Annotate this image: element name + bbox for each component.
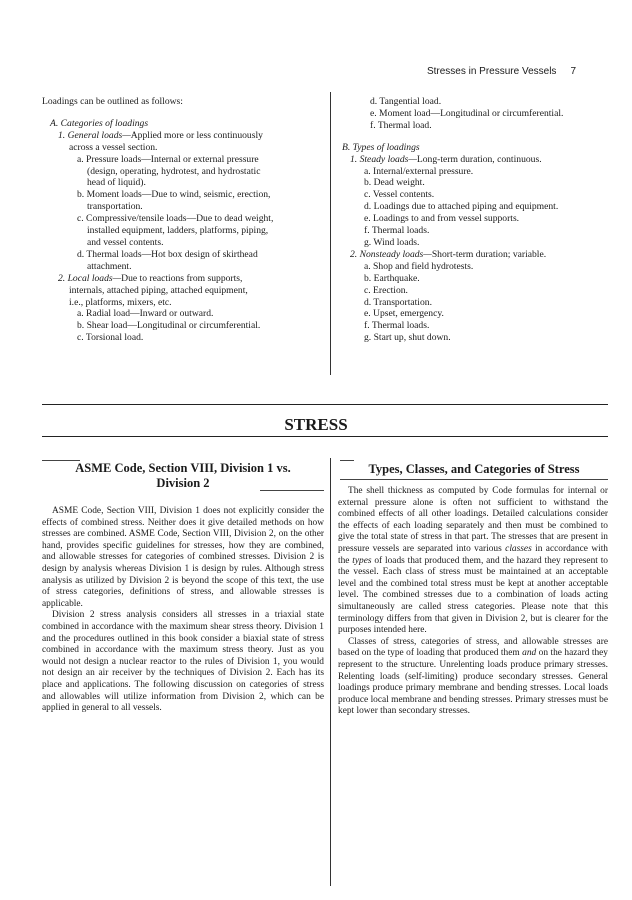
title-rule-right	[340, 460, 354, 461]
pressure-loads-cont: (design, operating, hydrotest, and hydrostatic	[87, 165, 261, 177]
steady-item: b. Dead weight.	[364, 177, 425, 189]
steady-item: a. Internal/external pressure.	[364, 165, 474, 177]
steady-item: c. Vessel contents.	[364, 189, 435, 201]
moment-loads-cont: transportation.	[87, 201, 143, 213]
local-loads-item: 2. Local loads—Due to reactions from supports,	[58, 272, 243, 284]
title-rule-right-under	[340, 479, 608, 480]
steady-item: g. Wind loads.	[364, 236, 420, 248]
nonsteady-item: c. Erection.	[364, 284, 408, 296]
section-rule-top	[42, 404, 608, 405]
general-loads-cont: across a vessel section.	[69, 141, 158, 153]
column-divider-top	[330, 92, 331, 375]
local-loads-cont2: i.e., platforms, mixers, etc.	[69, 296, 172, 308]
title-rule-left-end	[260, 490, 324, 491]
radial-load-item: a. Radial load—Inward or outward.	[77, 308, 214, 320]
page-number: 7	[570, 66, 576, 77]
loadings-outline-right	[342, 96, 608, 344]
nonsteady-item: f. Thermal loads.	[364, 320, 430, 332]
loadings-outline-left	[42, 96, 324, 344]
left-section-title: ASME Code, Section VIII, Division 1 vs. Division 2	[75, 461, 291, 490]
compressive-loads-item: c. Compressive/tensile loads—Due to dead weight,	[77, 213, 274, 225]
thermal-loads-cont: attachment.	[87, 260, 132, 272]
steady-item: d. Loadings due to attached piping and equipment.	[364, 201, 559, 213]
left-section-body	[42, 506, 324, 715]
paragraph: The shell thickness as computed by Code formulas for internal or external pressure alone is often not sufficient to withstand the combined effects of all other loadings. Detailed calculations consider the effects of each loading separately and then must be combined to give the total state of stress in that part. The stresses that are present in pressure vessels are separated into various classes in accordance with the types of loads that produced them, and the hazard they represent to the vessel. Each class of stress must be maintained at an acceptable level and the combined total stress must be kept at another acceptable level. The combined stresses due to a combination of loads acting simultaneously are called stress categories. Please note that this terminology differs from that given in Division 2, but is clearer for the purposes intended here.	[338, 486, 608, 636]
tangential-load-item: d. Tangential load.	[370, 96, 442, 107]
moment-loads-item: b. Moment loads—Due to wind, seismic, erection,	[77, 189, 271, 201]
steady-item: e. Loadings to and from vessel supports.	[364, 213, 520, 225]
local-loads-cont: internals, attached piping, attached equipment,	[69, 284, 248, 296]
general-loads-item: 1. General loads—Applied more or less continuously	[58, 129, 263, 141]
nonsteady-item: d. Transportation.	[364, 296, 432, 308]
section-title: STRESS	[284, 415, 348, 434]
section-a-heading: A. Categories of loadings	[50, 117, 149, 129]
compressive-loads-cont: installed equipment, ladders, platforms, piping,	[87, 225, 269, 237]
compressive-loads-cont2: and vessel contents.	[87, 236, 164, 248]
torsional-load-item: c. Torsional load.	[77, 332, 144, 344]
thermal-loads-item: d. Thermal loads—Hot box design of skirthead	[77, 248, 258, 260]
column-divider-bottom	[330, 458, 331, 886]
moment-load-item: e. Moment load—Longitudinal or circumferential.	[370, 107, 564, 119]
paragraph: Classes of stress, categories of stress, and allowable stresses are based on the type of loading that produced them and on the hazard they represent to the structure. Unrelenting loads produce primary stresses. Relenting loads (self-limiting) produce secondary stresses. General loadings produce primary membrane and bending stresses. Local loads produce local membrane and bending stresses. Primary stresses must be kept lower than secondary stresses.	[338, 636, 608, 717]
thermal-load-item: f. Thermal load.	[370, 119, 432, 131]
shear-load-item: b. Shear load—Longitudinal or circumferential.	[77, 320, 261, 332]
running-title: Stresses in Pressure Vessels	[426, 66, 557, 77]
nonsteady-loads-item: 2. Nonsteady loads—Short-term duration; variable.	[350, 248, 547, 260]
nonsteady-item: b. Earthquake.	[364, 272, 420, 284]
paragraph: ASME Code, Section VIII, Division 1 does not explicitly consider the effects of combined stress. Neither does it give detailed methods on how stresses are combined. ASME Code, Section VIII, Division 2, on the other hand, provides specific guidelines for stresses, how they are combined, and allowable stresses for categories of combined stresses. Division 2 is design by analysis whereas Division 1 is design by rules. Although stress analysis as utilized by Division 2 is beyond the scope of this text, the use of stress categories, definitions of stress, and allowable stresses is applicable.	[42, 506, 324, 609]
paragraph: Division 2 stress analysis considers all stresses in a triaxial state combined in accordance with the maximum shear stress theory. Division 1 and the procedures outlined in this book consider a biaxial state of stress combined in accordance with the maximum stress theory. Just as you would not design a nuclear reactor to the rules of Division 1, you would not design an air receiver by the techniques of Division 2. Each has its place and applications. The following discussion on categories of stress and allowables will utilize information from Division 2, which can be applied in general to all vessels.	[42, 610, 324, 714]
steady-item: f. Thermal loads.	[364, 225, 430, 237]
running-header	[427, 66, 576, 77]
nonsteady-item: g. Start up, shut down.	[364, 332, 451, 344]
outline-intro: Loadings can be outlined as follows:	[42, 96, 183, 107]
right-section-body	[338, 486, 608, 718]
nonsteady-item: a. Shop and field hydrotests.	[364, 260, 474, 272]
right-section-title: Types, Classes, and Categories of Stress	[368, 462, 580, 476]
section-b-heading: B. Types of loadings	[342, 141, 420, 153]
section-rule-bottom	[42, 436, 608, 437]
nonsteady-item: e. Upset, emergency.	[364, 308, 444, 320]
pressure-loads-cont2: head of liquid).	[87, 177, 146, 189]
steady-loads-item: 1. Steady loads—Long-term duration, continuous.	[350, 153, 542, 165]
pressure-loads-item: a. Pressure loads—Internal or external pressure	[77, 153, 259, 165]
